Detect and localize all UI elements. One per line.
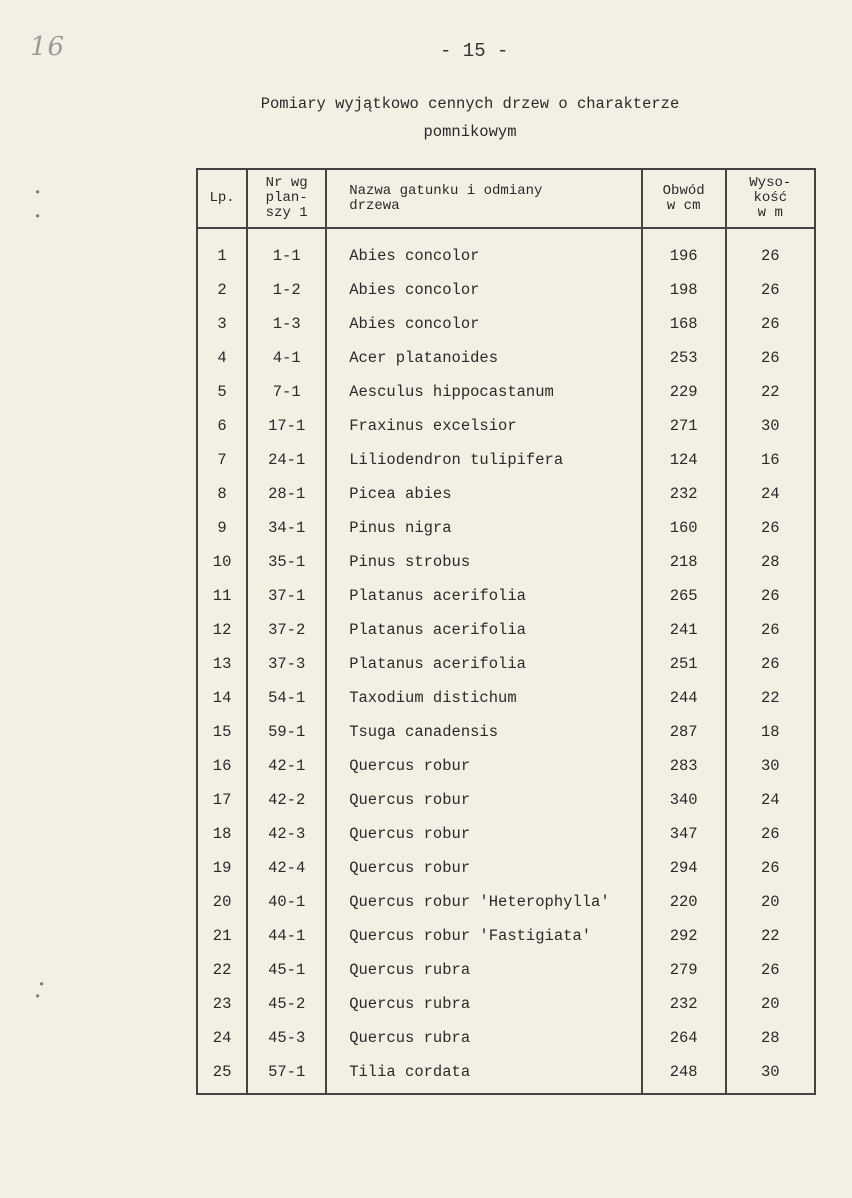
cell-circumference: 340	[642, 783, 726, 817]
cell-species-name: Platanus acerifolia	[326, 613, 642, 647]
table-row	[197, 341, 815, 375]
cell-circumference: 160	[642, 511, 726, 545]
cell-height: 28	[726, 1021, 815, 1055]
table-row	[197, 715, 815, 749]
cell-circumference: 264	[642, 1021, 726, 1055]
cell-plan-number: 59-1	[247, 715, 326, 749]
cell-plan-number: 1-3	[247, 307, 326, 341]
cell-plan-number: 37-1	[247, 579, 326, 613]
cell-circumference: 253	[642, 341, 726, 375]
table-row	[197, 919, 815, 953]
cell-species-name: Abies concolor	[326, 307, 642, 341]
cell-plan-number: 7-1	[247, 375, 326, 409]
cell-lp: 7	[197, 443, 247, 477]
cell-species-name: Quercus robur 'Heterophylla'	[326, 885, 642, 919]
margin-mark: •	[38, 978, 46, 992]
cell-species-name: Quercus robur	[326, 783, 642, 817]
cell-height: 26	[726, 228, 815, 273]
margin-mark: •	[34, 990, 42, 1004]
cell-species-name: Platanus acerifolia	[326, 579, 642, 613]
cell-circumference: 271	[642, 409, 726, 443]
cell-height: 26	[726, 613, 815, 647]
cell-height: 30	[726, 409, 815, 443]
cell-plan-number: 24-1	[247, 443, 326, 477]
cell-height: 22	[726, 681, 815, 715]
cell-species-name: Acer platanoides	[326, 341, 642, 375]
cell-height: 28	[726, 545, 815, 579]
cell-plan-number: 44-1	[247, 919, 326, 953]
table-row	[197, 1055, 815, 1094]
tree-measurements-table	[196, 168, 816, 1095]
cell-plan-number: 37-3	[247, 647, 326, 681]
table-row	[197, 579, 815, 613]
cell-circumference: 294	[642, 851, 726, 885]
cell-plan-number: 42-2	[247, 783, 326, 817]
cell-lp: 3	[197, 307, 247, 341]
cell-height: 24	[726, 477, 815, 511]
cell-height: 26	[726, 273, 815, 307]
table-row	[197, 228, 815, 273]
cell-plan-number: 45-1	[247, 953, 326, 987]
cell-circumference: 229	[642, 375, 726, 409]
header-circumference: Obwód w cm	[642, 169, 726, 228]
cell-circumference: 198	[642, 273, 726, 307]
cell-height: 26	[726, 307, 815, 341]
cell-circumference: 287	[642, 715, 726, 749]
cell-lp: 19	[197, 851, 247, 885]
cell-circumference: 279	[642, 953, 726, 987]
cell-height: 26	[726, 953, 815, 987]
cell-lp: 1	[197, 228, 247, 273]
cell-lp: 20	[197, 885, 247, 919]
cell-plan-number: 57-1	[247, 1055, 326, 1094]
cell-species-name: Platanus acerifolia	[326, 647, 642, 681]
cell-height: 30	[726, 1055, 815, 1094]
cell-height: 26	[726, 341, 815, 375]
document-title	[180, 90, 760, 146]
table-row	[197, 307, 815, 341]
cell-plan-number: 42-3	[247, 817, 326, 851]
cell-height: 24	[726, 783, 815, 817]
cell-species-name: Quercus robur 'Fastigiata'	[326, 919, 642, 953]
table-row	[197, 443, 815, 477]
cell-circumference: 347	[642, 817, 726, 851]
header-height: Wyso- kość w m	[726, 169, 815, 228]
cell-species-name: Abies concolor	[326, 228, 642, 273]
cell-lp: 4	[197, 341, 247, 375]
cell-species-name: Quercus robur	[326, 817, 642, 851]
cell-circumference: 265	[642, 579, 726, 613]
cell-plan-number: 1-1	[247, 228, 326, 273]
cell-lp: 14	[197, 681, 247, 715]
table-row	[197, 409, 815, 443]
cell-plan-number: 28-1	[247, 477, 326, 511]
table-header-row	[197, 169, 815, 228]
cell-plan-number: 54-1	[247, 681, 326, 715]
table-row	[197, 851, 815, 885]
cell-plan-number: 1-2	[247, 273, 326, 307]
cell-species-name: Quercus rubra	[326, 1021, 642, 1055]
cell-species-name: Tsuga canadensis	[326, 715, 642, 749]
header-lp: Lp.	[197, 169, 247, 228]
cell-species-name: Taxodium distichum	[326, 681, 642, 715]
margin-mark: •	[34, 186, 42, 200]
cell-species-name: Quercus rubra	[326, 987, 642, 1021]
cell-circumference: 283	[642, 749, 726, 783]
cell-plan-number: 40-1	[247, 885, 326, 919]
cell-circumference: 251	[642, 647, 726, 681]
cell-plan-number: 45-3	[247, 1021, 326, 1055]
table-row	[197, 613, 815, 647]
cell-species-name: Aesculus hippocastanum	[326, 375, 642, 409]
cell-height: 26	[726, 579, 815, 613]
cell-height: 26	[726, 817, 815, 851]
cell-circumference: 248	[642, 1055, 726, 1094]
cell-circumference: 196	[642, 228, 726, 273]
handwritten-page-note: 16	[30, 32, 66, 62]
cell-lp: 11	[197, 579, 247, 613]
table-row	[197, 987, 815, 1021]
table-row	[197, 1021, 815, 1055]
cell-height: 30	[726, 749, 815, 783]
table-row	[197, 477, 815, 511]
cell-plan-number: 35-1	[247, 545, 326, 579]
cell-height: 22	[726, 375, 815, 409]
cell-height: 20	[726, 885, 815, 919]
cell-lp: 17	[197, 783, 247, 817]
cell-species-name: Pinus strobus	[326, 545, 642, 579]
cell-species-name: Liliodendron tulipifera	[326, 443, 642, 477]
cell-lp: 13	[197, 647, 247, 681]
cell-circumference: 232	[642, 987, 726, 1021]
table-row	[197, 545, 815, 579]
table-row	[197, 375, 815, 409]
cell-species-name: Abies concolor	[326, 273, 642, 307]
cell-circumference: 292	[642, 919, 726, 953]
cell-height: 18	[726, 715, 815, 749]
cell-lp: 9	[197, 511, 247, 545]
cell-plan-number: 4-1	[247, 341, 326, 375]
cell-plan-number: 42-4	[247, 851, 326, 885]
cell-species-name: Quercus robur	[326, 749, 642, 783]
header-species-name: Nazwa gatunku i odmiany drzewa	[326, 169, 642, 228]
title-line-2: pomnikowym	[423, 123, 517, 141]
cell-lp: 12	[197, 613, 247, 647]
cell-species-name: Quercus rubra	[326, 953, 642, 987]
cell-lp: 23	[197, 987, 247, 1021]
table-row	[197, 681, 815, 715]
cell-circumference: 220	[642, 885, 726, 919]
cell-plan-number: 45-2	[247, 987, 326, 1021]
cell-species-name: Tilia cordata	[326, 1055, 642, 1094]
title-line-1: Pomiary wyjątkowo cennych drzew o charakterze	[260, 95, 680, 113]
cell-species-name: Pinus nigra	[326, 511, 642, 545]
cell-height: 26	[726, 511, 815, 545]
cell-lp: 25	[197, 1055, 247, 1094]
cell-lp: 18	[197, 817, 247, 851]
table-row	[197, 749, 815, 783]
cell-circumference: 168	[642, 307, 726, 341]
cell-species-name: Quercus robur	[326, 851, 642, 885]
margin-mark: •	[34, 210, 42, 224]
cell-lp: 22	[197, 953, 247, 987]
cell-lp: 21	[197, 919, 247, 953]
cell-height: 20	[726, 987, 815, 1021]
table-row	[197, 817, 815, 851]
cell-height: 26	[726, 647, 815, 681]
cell-circumference: 218	[642, 545, 726, 579]
cell-plan-number: 42-1	[247, 749, 326, 783]
cell-plan-number: 34-1	[247, 511, 326, 545]
cell-species-name: Picea abies	[326, 477, 642, 511]
cell-height: 16	[726, 443, 815, 477]
cell-species-name: Fraxinus excelsior	[326, 409, 642, 443]
table-row	[197, 953, 815, 987]
page-number: - 15 -	[440, 40, 509, 62]
cell-circumference: 232	[642, 477, 726, 511]
table-row	[197, 885, 815, 919]
cell-lp: 2	[197, 273, 247, 307]
cell-lp: 16	[197, 749, 247, 783]
header-plan-number: Nr wg plan- szy 1	[247, 169, 326, 228]
table-row	[197, 783, 815, 817]
cell-lp: 8	[197, 477, 247, 511]
cell-lp: 15	[197, 715, 247, 749]
cell-lp: 10	[197, 545, 247, 579]
cell-height: 22	[726, 919, 815, 953]
cell-lp: 5	[197, 375, 247, 409]
cell-circumference: 244	[642, 681, 726, 715]
cell-circumference: 124	[642, 443, 726, 477]
cell-height: 26	[726, 851, 815, 885]
cell-circumference: 241	[642, 613, 726, 647]
cell-plan-number: 17-1	[247, 409, 326, 443]
table-row	[197, 273, 815, 307]
cell-lp: 6	[197, 409, 247, 443]
cell-lp: 24	[197, 1021, 247, 1055]
cell-plan-number: 37-2	[247, 613, 326, 647]
table-row	[197, 647, 815, 681]
table-row	[197, 511, 815, 545]
